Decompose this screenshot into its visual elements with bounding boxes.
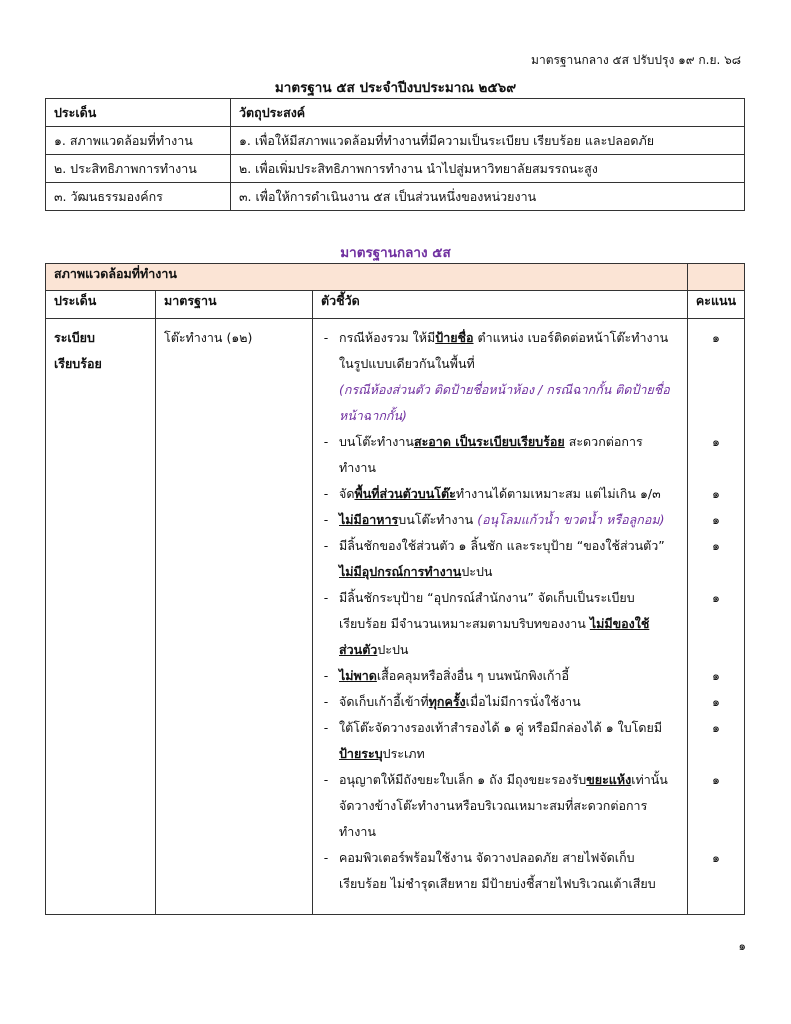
topic-line: ระเบียบ (54, 330, 95, 345)
table-row (46, 183, 745, 211)
standard-cell: โต๊ะทำงาน (๑๒) (156, 319, 313, 915)
indicator-text: บนโต๊ะทำงาน (339, 434, 414, 449)
indicator-item (313, 845, 687, 897)
score-value: ๑ (712, 486, 720, 501)
dash-bullet: - (323, 694, 329, 709)
indicator-text: ในรูปแบบเดียวกันในพื้นที่ (339, 356, 475, 371)
dash-bullet: - (323, 772, 329, 787)
indicator-item (313, 715, 687, 767)
indicator-item (313, 585, 687, 663)
page-number: ๑ (738, 939, 746, 953)
indicator-text: เสื้อคลุมหรือสิ่งอื่น ๆ บนพนักพิงเก้าอี้ (376, 668, 570, 683)
indicator-item (313, 325, 687, 429)
header-topic: ประเด็น (46, 291, 156, 319)
indicator-emphasis: ไม่มีของใช้ (589, 616, 650, 631)
dash-bullet: - (323, 330, 329, 345)
indicator-note: (อนุโลมแก้วน้ำ ขวดน้ำ หรือลูกอม) (477, 512, 665, 527)
indicator-text: ทำงานได้ตามเหมาะสม แต่ไม่เกิน ๑/๓ (455, 486, 661, 501)
indicator-emphasis: สะอาด เป็นระเบียบเรียบร้อย (413, 434, 565, 449)
header-standard: มาตรฐาน (156, 291, 313, 319)
standards-subtitle: มาตรฐานกลาง ๕ส (340, 245, 451, 261)
indicator-text: บนโต๊ะทำงาน (398, 512, 478, 527)
document-title: มาตรฐาน ๕ส ประจำปีงบประมาณ ๒๕๖๙ (274, 80, 517, 96)
indicator-emphasis: ป้ายระบุ (339, 746, 383, 761)
section-score-blank (688, 264, 745, 291)
header-note: มาตรฐานกลาง ๕ส ปรับปรุง ๑๙ ก.ย. ๖๘ (531, 53, 741, 67)
indicator-item (313, 429, 687, 481)
indicator-item (313, 767, 687, 845)
indicator-text: จัดวางข้างโต๊ะทำงานหรือบริเวณเหมาะสมที่สะดวกต่อการ (339, 798, 648, 813)
objectives-header-row (46, 99, 745, 127)
indicator-emphasis: ทุกครั้ง (428, 694, 466, 709)
topic-line: เรียบร้อย (54, 356, 102, 371)
objective-text: ๒. เพื่อเพิ่มประสิทธิภาพการทำงาน นำไปสู่มหาวิทยาลัยสมรรถนะสูง (231, 155, 745, 183)
table-row (46, 155, 745, 183)
section-title: สภาพแวดล้อมที่ทำงาน (46, 264, 688, 291)
indicator-emphasis: ขยะแห้ง (586, 772, 632, 787)
indicator-item (313, 507, 687, 533)
indicator-item (313, 481, 687, 507)
indicator-text: มีลิ้นชักระบุป้าย “อุปกรณ์สำนักงาน” จัดเก็บเป็นระเบียบ (339, 590, 635, 605)
objective-topic: ๓. วัฒนธรรมองค์กร (46, 183, 231, 211)
indicator-text: เรียบร้อย ไม่ชำรุดเสียหาย มีป้ายบ่งชี้สายไฟบริเวณเต้าเสียบ (339, 876, 656, 891)
indicator-text: ปะปน (377, 642, 409, 657)
score-value: ๑ (712, 694, 720, 709)
score-value: ๑ (712, 434, 720, 449)
indicator-note: หน้าฉากกั้น) (339, 408, 407, 423)
objective-text: ๓. เพื่อให้การดำเนินงาน ๕ส เป็นส่วนหนึ่งของหน่วยงาน (231, 183, 745, 211)
indicator-text: เมื่อไม่มีการนั่งใช้งาน (465, 694, 581, 709)
indicator-text: ทำงาน (339, 460, 376, 475)
indicator-emphasis: ไม่พาด (339, 668, 377, 683)
dash-bullet: - (323, 538, 329, 553)
objective-topic: ๑. สภาพแวดล้อมที่ทำงาน (46, 127, 231, 155)
indicator-text: อนุญาตให้มีถังขยะใบเล็ก ๑ ถัง มีถุงขยะรองรับ (339, 772, 587, 787)
score-value: ๑ (712, 512, 720, 527)
indicator-text: จัด (339, 486, 355, 501)
indicator-text: เท่านั้น (631, 772, 668, 787)
standards-table (45, 263, 745, 915)
indicator-text: มีลิ้นชักของใช้ส่วนตัว ๑ ลิ้นชัก และระบุป้าย “ของใช้ส่วนตัว” (339, 538, 665, 553)
indicator-item (313, 533, 687, 585)
indicator-emphasis: พื้นที่ส่วนตัวบนโต๊ะ (354, 486, 456, 501)
indicator-text: ประเภท (382, 746, 425, 761)
dash-bullet: - (323, 434, 329, 449)
indicator-text: ตำแหน่ง เบอร์ติดต่อหน้าโต๊ะทำงาน (473, 330, 669, 345)
indicator-text: ทำงาน (339, 824, 376, 839)
score-value: ๑ (712, 330, 720, 345)
score-value: ๑ (712, 590, 720, 605)
dash-bullet: - (323, 590, 329, 605)
indicator-text: ปะปน (461, 564, 493, 579)
indicator-emphasis: ไม่มีอาหาร (339, 512, 399, 527)
indicator-text: ใต้โต๊ะจัดวางรองเท้าสำรองได้ ๑ คู่ หรือมีกล่องได้ ๑ ใบโดยมี (339, 720, 663, 735)
score-value: ๑ (712, 850, 720, 865)
topic-cell (46, 319, 156, 915)
dash-bullet: - (323, 850, 329, 865)
indicator-note: (กรณีห้องส่วนตัว ติดป้ายชื่อหน้าห้อง / กรณีฉากกั้น ติดป้ายชื่อ (339, 382, 670, 397)
indicator-text: จัดเก็บเก้าอี้เข้าที่ (339, 694, 429, 709)
indicator-emphasis: ส่วนตัว (339, 642, 378, 657)
table-row (46, 319, 745, 915)
objective-topic: ๒. ประสิทธิภาพการทำงาน (46, 155, 231, 183)
dash-bullet: - (323, 486, 329, 501)
indicator-item (313, 689, 687, 715)
indicator-text: คอมพิวเตอร์พร้อมใช้งาน จัดวางปลอดภัย สายไฟจัดเก็บ (339, 850, 635, 865)
objectives-header-objective: วัตถุประสงค์ (231, 99, 745, 127)
dash-bullet: - (323, 720, 329, 735)
standards-header-row (46, 291, 745, 319)
score-value: ๑ (712, 772, 720, 787)
indicator-emphasis: ไม่มีอุปกรณ์การทำงาน (339, 564, 462, 579)
score-value: ๑ (712, 720, 720, 735)
dash-bullet: - (323, 668, 329, 683)
indicators-cell (313, 319, 688, 915)
indicator-text: กรณีห้องรวม ให้มี (339, 330, 436, 345)
indicator-item (313, 663, 687, 689)
indicator-text: เรียบร้อย มีจำนวนเหมาะสมตามบริบทของงาน (339, 616, 590, 631)
header-score: คะแนน (688, 291, 745, 319)
objective-text: ๑. เพื่อให้มีสภาพแวดล้อมที่ทำงานที่มีความเป็นระเบียบ เรียบร้อย และปลอดภัย (231, 127, 745, 155)
indicator-emphasis: ป้ายชื่อ (435, 330, 474, 345)
section-row (46, 264, 745, 291)
objectives-header-topic: ประเด็น (46, 99, 231, 127)
score-value: ๑ (712, 538, 720, 553)
table-row (46, 127, 745, 155)
dash-bullet: - (323, 512, 329, 527)
indicator-text: สะดวกต่อการ (564, 434, 643, 449)
scores-cell (688, 319, 745, 915)
score-value: ๑ (712, 668, 720, 683)
header-indicator: ตัวชี้วัด (313, 291, 688, 319)
objectives-table (45, 98, 745, 211)
